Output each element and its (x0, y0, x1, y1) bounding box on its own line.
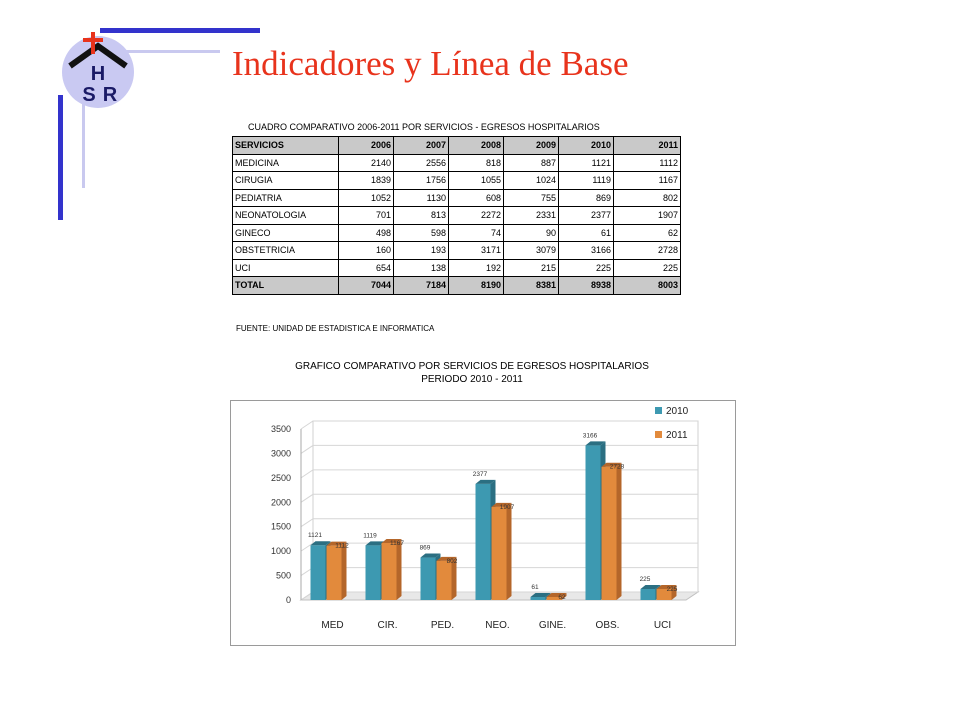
y-tick-label: 0 (285, 595, 291, 605)
value-cell: 869 (559, 189, 614, 207)
row-label-cell: PEDIATRIA (233, 189, 339, 207)
table-row (233, 224, 681, 242)
legend-swatch-2011 (655, 431, 662, 438)
decor-bar-vertical-blue (58, 95, 63, 220)
value-cell: 225 (614, 259, 681, 277)
value-cell: 2556 (394, 154, 449, 172)
x-tick-label: NEO. (485, 620, 510, 631)
value-cell: 1907 (614, 207, 681, 225)
value-cell: 1756 (394, 172, 449, 190)
data-label: 225 (666, 586, 678, 594)
value-cell: 1112 (614, 154, 681, 172)
value-cell: 755 (504, 189, 559, 207)
y-tick-label: 500 (275, 570, 291, 581)
value-cell: 2140 (339, 154, 394, 172)
bar-2011-front (382, 543, 397, 600)
value-cell: 61 (559, 224, 614, 242)
value-cell: 215 (504, 259, 559, 277)
chart-title-line2: PERIODO 2010 - 2011 (421, 374, 523, 385)
bar-2011-front (492, 507, 507, 600)
data-label: 1112 (335, 542, 349, 550)
chart-frame (230, 400, 736, 646)
bar-2010-front (476, 484, 491, 600)
table-header-row (233, 137, 681, 155)
table-total-row (233, 277, 681, 295)
x-tick-label: OBS. (595, 620, 620, 631)
legend-label: 2011 (666, 430, 688, 441)
value-cell: 1052 (339, 189, 394, 207)
bar-2010-front (586, 445, 601, 600)
x-tick-label: MED (321, 620, 344, 631)
value-cell: 7044 (339, 277, 394, 295)
value-cell: 1839 (339, 172, 394, 190)
value-cell: 62 (614, 224, 681, 242)
y-tick-label: 3500 (270, 424, 291, 434)
legend-swatch-2010 (655, 407, 662, 414)
x-tick-label: UCI (653, 620, 672, 631)
logo-letter-s: S (82, 84, 96, 106)
bar-2011-side (342, 542, 347, 600)
value-cell: 192 (449, 259, 504, 277)
value-cell: 2377 (559, 207, 614, 225)
table-row (233, 242, 681, 260)
data-label: 802 (446, 557, 458, 565)
value-cell: 74 (449, 224, 504, 242)
row-label-cell: MEDICINA (233, 154, 339, 172)
value-cell: 598 (394, 224, 449, 242)
data-label: 1167 (390, 539, 404, 547)
value-cell: 1024 (504, 172, 559, 190)
data-label: 62 (558, 593, 566, 601)
row-label-cell: GINECO (233, 224, 339, 242)
value-cell: 8190 (449, 277, 504, 295)
value-cell: 1167 (614, 172, 681, 190)
table-row (233, 207, 681, 225)
row-label-cell: NEONATOLOGIA (233, 207, 339, 225)
bar-2010-front (531, 597, 546, 600)
value-cell: 1055 (449, 172, 504, 190)
value-cell: 8003 (614, 277, 681, 295)
row-label-cell: TOTAL (233, 277, 339, 295)
value-cell: 498 (339, 224, 394, 242)
table-row (233, 259, 681, 277)
data-label: 1907 (499, 503, 515, 511)
value-cell: 2331 (504, 207, 559, 225)
hsr-logo (58, 30, 138, 110)
value-cell: 802 (614, 189, 681, 207)
data-label: 1119 (363, 532, 377, 540)
value-cell: 8938 (559, 277, 614, 295)
value-cell: 818 (449, 154, 504, 172)
value-cell: 2007 (394, 137, 449, 155)
y-tick-label: 3000 (270, 448, 291, 459)
value-cell: 1119 (559, 172, 614, 190)
data-label: 225 (639, 576, 651, 584)
value-cell: 7184 (394, 277, 449, 295)
cross-icon (91, 32, 95, 54)
value-cell: 2011 (614, 137, 681, 155)
value-cell: 1121 (559, 154, 614, 172)
x-tick-label: PED. (430, 620, 455, 631)
data-label: 2728 (609, 463, 625, 471)
row-label-cell: OBSTETRICIA (233, 242, 339, 260)
value-cell: 887 (504, 154, 559, 172)
value-cell: 193 (394, 242, 449, 260)
logo-letter-r: R (102, 84, 118, 106)
value-cell: 160 (339, 242, 394, 260)
y-tick-label: 2000 (270, 497, 291, 508)
bar-2011-front (327, 546, 342, 600)
value-cell: 654 (339, 259, 394, 277)
y-tick-label: 2500 (270, 472, 291, 483)
x-tick-label: CIR. (377, 620, 398, 631)
value-cell: 813 (394, 207, 449, 225)
table-row (233, 154, 681, 172)
value-cell: 225 (559, 259, 614, 277)
table-row (233, 172, 681, 190)
value-cell: 2010 (559, 137, 614, 155)
bar-2011-side (617, 463, 622, 600)
bar-2010-front (366, 545, 381, 600)
logo-letter-h: H (90, 63, 106, 85)
bar-2011-front (437, 561, 452, 600)
value-cell: 701 (339, 207, 394, 225)
value-cell: 2009 (504, 137, 559, 155)
data-label: 1121 (308, 532, 322, 540)
slide-title: Indicadores y Línea de Base (232, 44, 629, 83)
value-cell: 138 (394, 259, 449, 277)
table-row (233, 189, 681, 207)
table-source: FUENTE: UNIDAD DE ESTADISTICA E INFORMATICA (236, 324, 435, 333)
bar-2010-front (641, 589, 656, 600)
value-cell: 3171 (449, 242, 504, 260)
value-cell: 1130 (394, 189, 449, 207)
value-cell: 3166 (559, 242, 614, 260)
row-label-cell: UCI (233, 259, 339, 277)
legend-label: 2010 (666, 406, 689, 417)
bar-2011-side (397, 539, 402, 600)
value-cell: 2008 (449, 137, 504, 155)
bar-2010-front (421, 558, 436, 600)
data-label: 61 (531, 584, 539, 592)
bar-chart (231, 401, 735, 645)
table-caption: CUADRO COMPARATIVO 2006-2011 POR SERVICIOS - EGRESOS HOSPITALARIOS (248, 122, 600, 132)
bar-2010-front (311, 545, 326, 600)
data-label: 869 (419, 544, 431, 552)
row-label-cell: CIRUGIA (233, 172, 339, 190)
chart-title (232, 360, 712, 386)
y-tick-label: 1000 (270, 546, 291, 557)
value-cell: 2006 (339, 137, 394, 155)
data-label: 3166 (582, 432, 598, 440)
value-cell: 608 (449, 189, 504, 207)
chart-title-line1: GRAFICO COMPARATIVO POR SERVICIOS DE EGRESOS HOSPITALARIOS (295, 361, 649, 372)
value-cell: 90 (504, 224, 559, 242)
egresos-table (232, 136, 681, 295)
value-cell: 2728 (614, 242, 681, 260)
y-tick-label: 1500 (270, 521, 291, 532)
value-cell: 2272 (449, 207, 504, 225)
bar-2011-side (507, 503, 512, 600)
value-cell: 8381 (504, 277, 559, 295)
x-tick-label: GINE. (538, 620, 567, 631)
bar-2011-front (602, 467, 617, 600)
row-label-cell: SERVICIOS (233, 137, 339, 155)
value-cell: 3079 (504, 242, 559, 260)
data-label: 2377 (472, 470, 488, 478)
